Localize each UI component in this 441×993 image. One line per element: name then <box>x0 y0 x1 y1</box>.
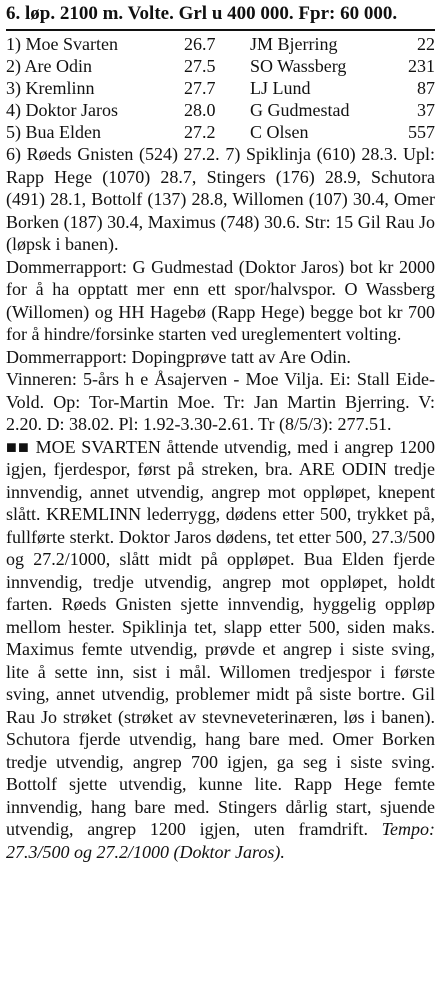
result-odds: 231 <box>408 56 435 76</box>
result-row <box>6 121 435 143</box>
heading-divider <box>6 29 435 31</box>
result-driver: C Olsen <box>250 122 309 142</box>
result-odds: 87 <box>417 78 435 98</box>
doping-report: Dommerrapport: Dopingprøve tatt av Are Odin. <box>6 346 351 367</box>
winner-info: Vinneren: 5-års h e Åsajerven - Moe Vilja. Ei: Stall Eide-Vold. Op: Tor-Martin Moe. Tr: Jan Martin Bjerring. V: 2.20. D: 38.02. Pl: 1.92-3.30-2.61. Tr (8/5/3): 277.51. <box>6 369 435 434</box>
result-driver: SO Wassberg <box>250 56 347 76</box>
result-time: 27.5 <box>184 56 216 76</box>
result-horse: 1) Moe Svarten <box>6 34 118 54</box>
result-row <box>6 55 435 77</box>
results-table-body <box>6 33 435 143</box>
result-horse: 3) Kremlinn <box>6 78 95 98</box>
result-driver: LJ Lund <box>250 78 311 98</box>
result-odds: 37 <box>417 100 435 120</box>
result-odds: 557 <box>408 122 435 142</box>
commentary-text: MOE SVARTEN åttende utvendig, med i angrep 1200 igjen, fjerdespor, først på streken, bra. ARE ODIN tredje innvendig, annet utvendig, angrep mot oppløpet, knepent slått. KREMLINN lederrygg, dødens etter 500, trykket på, fullførte sterkt. Doktor Jaros dødens, tet etter 500, 27.3/500 og 27.2/1000, slått midt på oppløpet. Bua Elden fjerde innvendig, tredje utvendig, angrep mot oppløpet, holdt farten. Røeds Gnisten sjette innvendig, hyggelig oppløp mellom hester. Spiklinja tet, slapp etter 500, siden maks. Maximus femte utvendig, prøvde et angrep i siste sving, lite å sette inn, sist i mål. Willomen tredjespor i første sving, annet utvendig, problemer midt på siste bortre. Gil Rau Jo strøket (strøket av stevneveterinæren, løs i banen). Schutora fjerde utvendig, hang bare med. Omer Borken tredje utvendig, angrep 700 igjen, ga seg i siste sving. Bottolf sjette utvendig, kunne lite. Rapp Hege femte innvendig, hang bare med. Stingers dårlig start, sjuende utvendig, angrep 1200 igjen, uten framdrift. <box>6 436 436 839</box>
jury-report: Dommerrapport: G Gudmestad (Doktor Jaros) bot kr 2000 for å ha opptatt mer enn ett spor/halvspor. O Wassberg (Willomen) og HH Hagebø (Rapp Hege) begge bot kr 700 for å hindre/forsinke starten ved ureglementert volting. <box>6 256 435 344</box>
other-finishers: 6) Røeds Gnisten (524) 27.2. 7) Spiklinja (610) 28.3. Upl: Rapp Hege (1070) 28.7, Stingers (176) 28.9, Schutora (491) 28.1, Bottolf (137) 28.8, Willomen (107) 30.4, Omer Borken (187) 30.4, Maximus (748) 30.6. Str: 15 Gil Rau Jo (løpsk i banen). <box>6 144 435 254</box>
result-horse: 5) Bua Elden <box>6 122 101 142</box>
result-time: 28.0 <box>184 100 216 120</box>
result-time: 27.2 <box>184 122 216 142</box>
result-time: 27.7 <box>184 78 216 98</box>
result-time: 26.7 <box>184 34 216 54</box>
square-bullet-icon: ■■ <box>6 436 30 457</box>
results-table <box>6 33 435 143</box>
result-row <box>6 33 435 55</box>
result-horse: 2) Are Odin <box>6 56 92 76</box>
result-row <box>6 99 435 121</box>
result-row <box>6 77 435 99</box>
result-driver: G Gudmestad <box>250 100 350 120</box>
result-odds: 22 <box>417 34 435 54</box>
result-horse: 4) Doktor Jaros <box>6 100 118 120</box>
tempo-note: Tempo: 27.3/500 og 27.2/1000 (Doktor Jaros). <box>6 819 436 862</box>
race-heading: 6. løp. 2100 m. Volte. Grl u 400 000. Fpr: 60 000. <box>6 3 398 24</box>
result-driver: JM Bjerring <box>250 34 338 54</box>
race-details <box>6 143 435 863</box>
race-commentary <box>6 436 435 864</box>
